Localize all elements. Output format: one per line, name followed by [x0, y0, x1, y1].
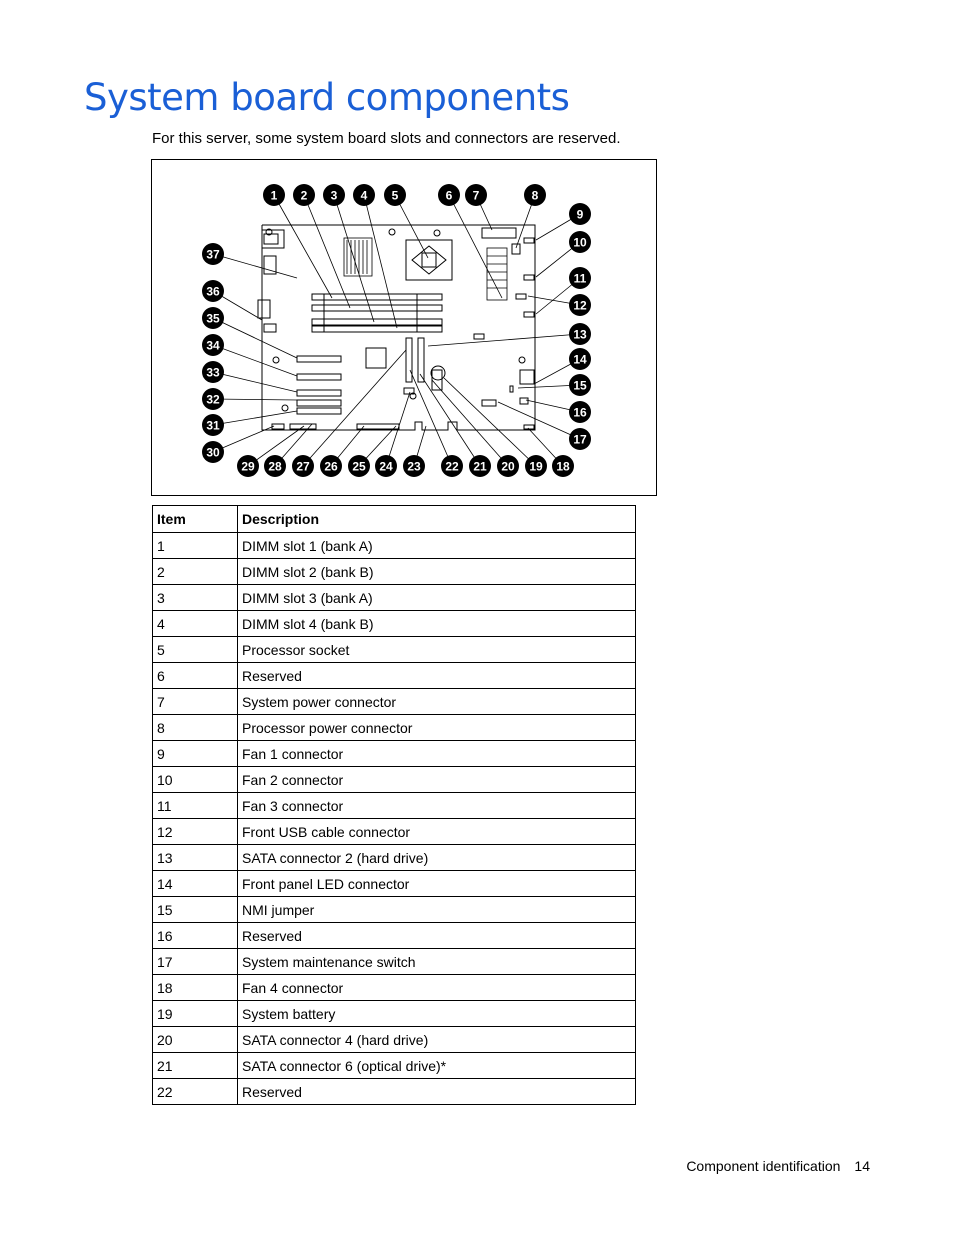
item-number: 12	[153, 819, 238, 845]
item-description: Reserved	[238, 663, 636, 689]
svg-text:14: 14	[573, 352, 587, 367]
svg-text:30: 30	[206, 445, 220, 460]
item-number: 13	[153, 845, 238, 871]
item-number: 17	[153, 949, 238, 975]
system-board-diagram	[151, 159, 657, 496]
table-row	[153, 533, 636, 559]
svg-text:32: 32	[206, 392, 220, 407]
callout-leader-13	[428, 334, 580, 346]
callout-26	[320, 455, 342, 477]
callout-22	[441, 455, 463, 477]
callout-leader-3	[334, 195, 374, 322]
callout-leader-21	[420, 374, 480, 466]
callout-33	[202, 361, 224, 383]
callout-8	[524, 184, 546, 206]
callout-12	[569, 294, 591, 316]
callout-27	[292, 455, 314, 477]
item-description: Processor socket	[238, 637, 636, 663]
item-description: Fan 3 connector	[238, 793, 636, 819]
table-row	[153, 897, 636, 923]
svg-text:35: 35	[206, 311, 220, 326]
svg-text:23: 23	[407, 459, 421, 474]
callout-leader-22	[410, 370, 452, 466]
callout-30	[202, 441, 224, 463]
callout-16	[569, 401, 591, 423]
callout-19	[525, 455, 547, 477]
callout-leader-37	[213, 254, 297, 278]
svg-text:28: 28	[268, 459, 282, 474]
svg-text:3: 3	[330, 188, 338, 203]
callout-31	[202, 414, 224, 436]
callout-leader-19	[444, 378, 536, 466]
item-number: 11	[153, 793, 238, 819]
callout-34	[202, 334, 224, 356]
table-header-row	[153, 506, 636, 533]
item-number: 1	[153, 533, 238, 559]
header-item: Item	[153, 506, 238, 533]
page-footer	[672, 1158, 870, 1174]
callout-3	[323, 184, 345, 206]
svg-text:13: 13	[573, 327, 587, 342]
svg-text:12: 12	[573, 298, 587, 313]
callout-leader-2	[304, 195, 350, 308]
svg-text:27: 27	[296, 459, 310, 474]
svg-text:19: 19	[529, 459, 543, 474]
svg-text:22: 22	[445, 459, 459, 474]
svg-text:15: 15	[573, 378, 587, 393]
svg-text:25: 25	[352, 459, 366, 474]
callout-leader-32	[213, 399, 297, 400]
item-description: SATA connector 2 (hard drive)	[238, 845, 636, 871]
item-description: SATA connector 6 (optical drive)*	[238, 1053, 636, 1079]
svg-text:4: 4	[360, 188, 368, 203]
callout-36	[202, 280, 224, 302]
callout-leader-31	[213, 411, 297, 425]
page-number: 14	[854, 1158, 870, 1174]
callout-24	[375, 455, 397, 477]
svg-text:29: 29	[241, 459, 255, 474]
table-row	[153, 559, 636, 585]
intro-text: For this server, some system board slots and connectors are reserved.	[152, 130, 621, 147]
page-title: System board components	[84, 76, 570, 119]
callout-leader-35	[213, 318, 297, 358]
item-description: Fan 4 connector	[238, 975, 636, 1001]
callout-15	[569, 374, 591, 396]
header-description: Description	[238, 506, 636, 533]
item-description: System maintenance switch	[238, 949, 636, 975]
table-row	[153, 741, 636, 767]
table-row	[153, 845, 636, 871]
table-row	[153, 715, 636, 741]
callout-10	[569, 231, 591, 253]
callout-leader-20	[432, 380, 508, 466]
table-row	[153, 793, 636, 819]
item-description: DIMM slot 2 (bank B)	[238, 559, 636, 585]
callout-32	[202, 388, 224, 410]
item-number: 20	[153, 1027, 238, 1053]
svg-text:6: 6	[445, 188, 453, 203]
item-description: Front USB cable connector	[238, 819, 636, 845]
item-description: DIMM slot 4 (bank B)	[238, 611, 636, 637]
table-row	[153, 767, 636, 793]
svg-text:16: 16	[573, 405, 587, 420]
callout-18	[552, 455, 574, 477]
item-number: 9	[153, 741, 238, 767]
item-number: 21	[153, 1053, 238, 1079]
callout-leader-4	[364, 195, 397, 328]
item-number: 7	[153, 689, 238, 715]
item-number: 6	[153, 663, 238, 689]
item-description: DIMM slot 1 (bank A)	[238, 533, 636, 559]
callout-leader-34	[213, 345, 297, 376]
svg-text:31: 31	[206, 418, 220, 433]
svg-text:37: 37	[206, 247, 220, 262]
callout-37	[202, 243, 224, 265]
callout-21	[469, 455, 491, 477]
item-description: System power connector	[238, 689, 636, 715]
item-number: 5	[153, 637, 238, 663]
table-row	[153, 819, 636, 845]
callout-leader-6	[449, 195, 502, 298]
item-number: 14	[153, 871, 238, 897]
table-row	[153, 975, 636, 1001]
callout-25	[348, 455, 370, 477]
callout-28	[264, 455, 286, 477]
item-description: Processor power connector	[238, 715, 636, 741]
callout-5	[384, 184, 406, 206]
item-description: Reserved	[238, 923, 636, 949]
callout-leader-1	[274, 195, 332, 298]
svg-text:34: 34	[206, 338, 220, 353]
item-number: 15	[153, 897, 238, 923]
svg-text:1: 1	[270, 188, 278, 203]
item-number: 10	[153, 767, 238, 793]
callout-11	[569, 267, 591, 289]
item-number: 18	[153, 975, 238, 1001]
svg-text:10: 10	[573, 235, 587, 250]
callout-29	[237, 455, 259, 477]
table-row	[153, 923, 636, 949]
svg-text:36: 36	[206, 284, 220, 299]
table-row	[153, 1001, 636, 1027]
callout-13	[569, 323, 591, 345]
callout-leader-17	[498, 402, 580, 439]
svg-text:7: 7	[472, 188, 480, 203]
svg-text:24: 24	[379, 459, 393, 474]
item-number: 19	[153, 1001, 238, 1027]
item-description: Fan 1 connector	[238, 741, 636, 767]
callout-4	[353, 184, 375, 206]
table-row	[153, 949, 636, 975]
callout-1	[263, 184, 285, 206]
item-description: DIMM slot 3 (bank A)	[238, 585, 636, 611]
system-board-svg	[152, 160, 658, 497]
callout-2	[293, 184, 315, 206]
svg-text:18: 18	[556, 459, 570, 474]
svg-text:21: 21	[473, 459, 487, 474]
callout-leader-33	[213, 372, 297, 392]
item-number: 4	[153, 611, 238, 637]
table-row	[153, 1053, 636, 1079]
svg-text:33: 33	[206, 365, 220, 380]
callout-9	[569, 203, 591, 225]
table-row	[153, 663, 636, 689]
table-row	[153, 637, 636, 663]
callout-7	[465, 184, 487, 206]
svg-text:11: 11	[573, 271, 587, 286]
table-row	[153, 871, 636, 897]
table-row	[153, 585, 636, 611]
table-row	[153, 611, 636, 637]
item-description: Fan 2 connector	[238, 767, 636, 793]
item-description: Reserved	[238, 1079, 636, 1105]
callout-35	[202, 307, 224, 329]
svg-text:20: 20	[501, 459, 515, 474]
table-row	[153, 1027, 636, 1053]
svg-text:17: 17	[573, 432, 587, 447]
item-description: System battery	[238, 1001, 636, 1027]
svg-text:5: 5	[391, 188, 399, 203]
footer-section: Component identification	[686, 1158, 841, 1174]
callout-23	[403, 455, 425, 477]
callout-6	[438, 184, 460, 206]
item-number: 2	[153, 559, 238, 585]
callout-14	[569, 348, 591, 370]
item-number: 22	[153, 1079, 238, 1105]
svg-text:26: 26	[324, 459, 338, 474]
table-row	[153, 1079, 636, 1105]
item-number: 3	[153, 585, 238, 611]
item-number: 8	[153, 715, 238, 741]
callout-17	[569, 428, 591, 450]
callout-20	[497, 455, 519, 477]
svg-text:2: 2	[300, 188, 308, 203]
item-description: SATA connector 4 (hard drive)	[238, 1027, 636, 1053]
item-description: Front panel LED connector	[238, 871, 636, 897]
item-description: NMI jumper	[238, 897, 636, 923]
item-number: 16	[153, 923, 238, 949]
table-row	[153, 689, 636, 715]
svg-text:9: 9	[576, 207, 584, 222]
svg-text:8: 8	[531, 188, 539, 203]
components-table	[152, 505, 636, 1105]
